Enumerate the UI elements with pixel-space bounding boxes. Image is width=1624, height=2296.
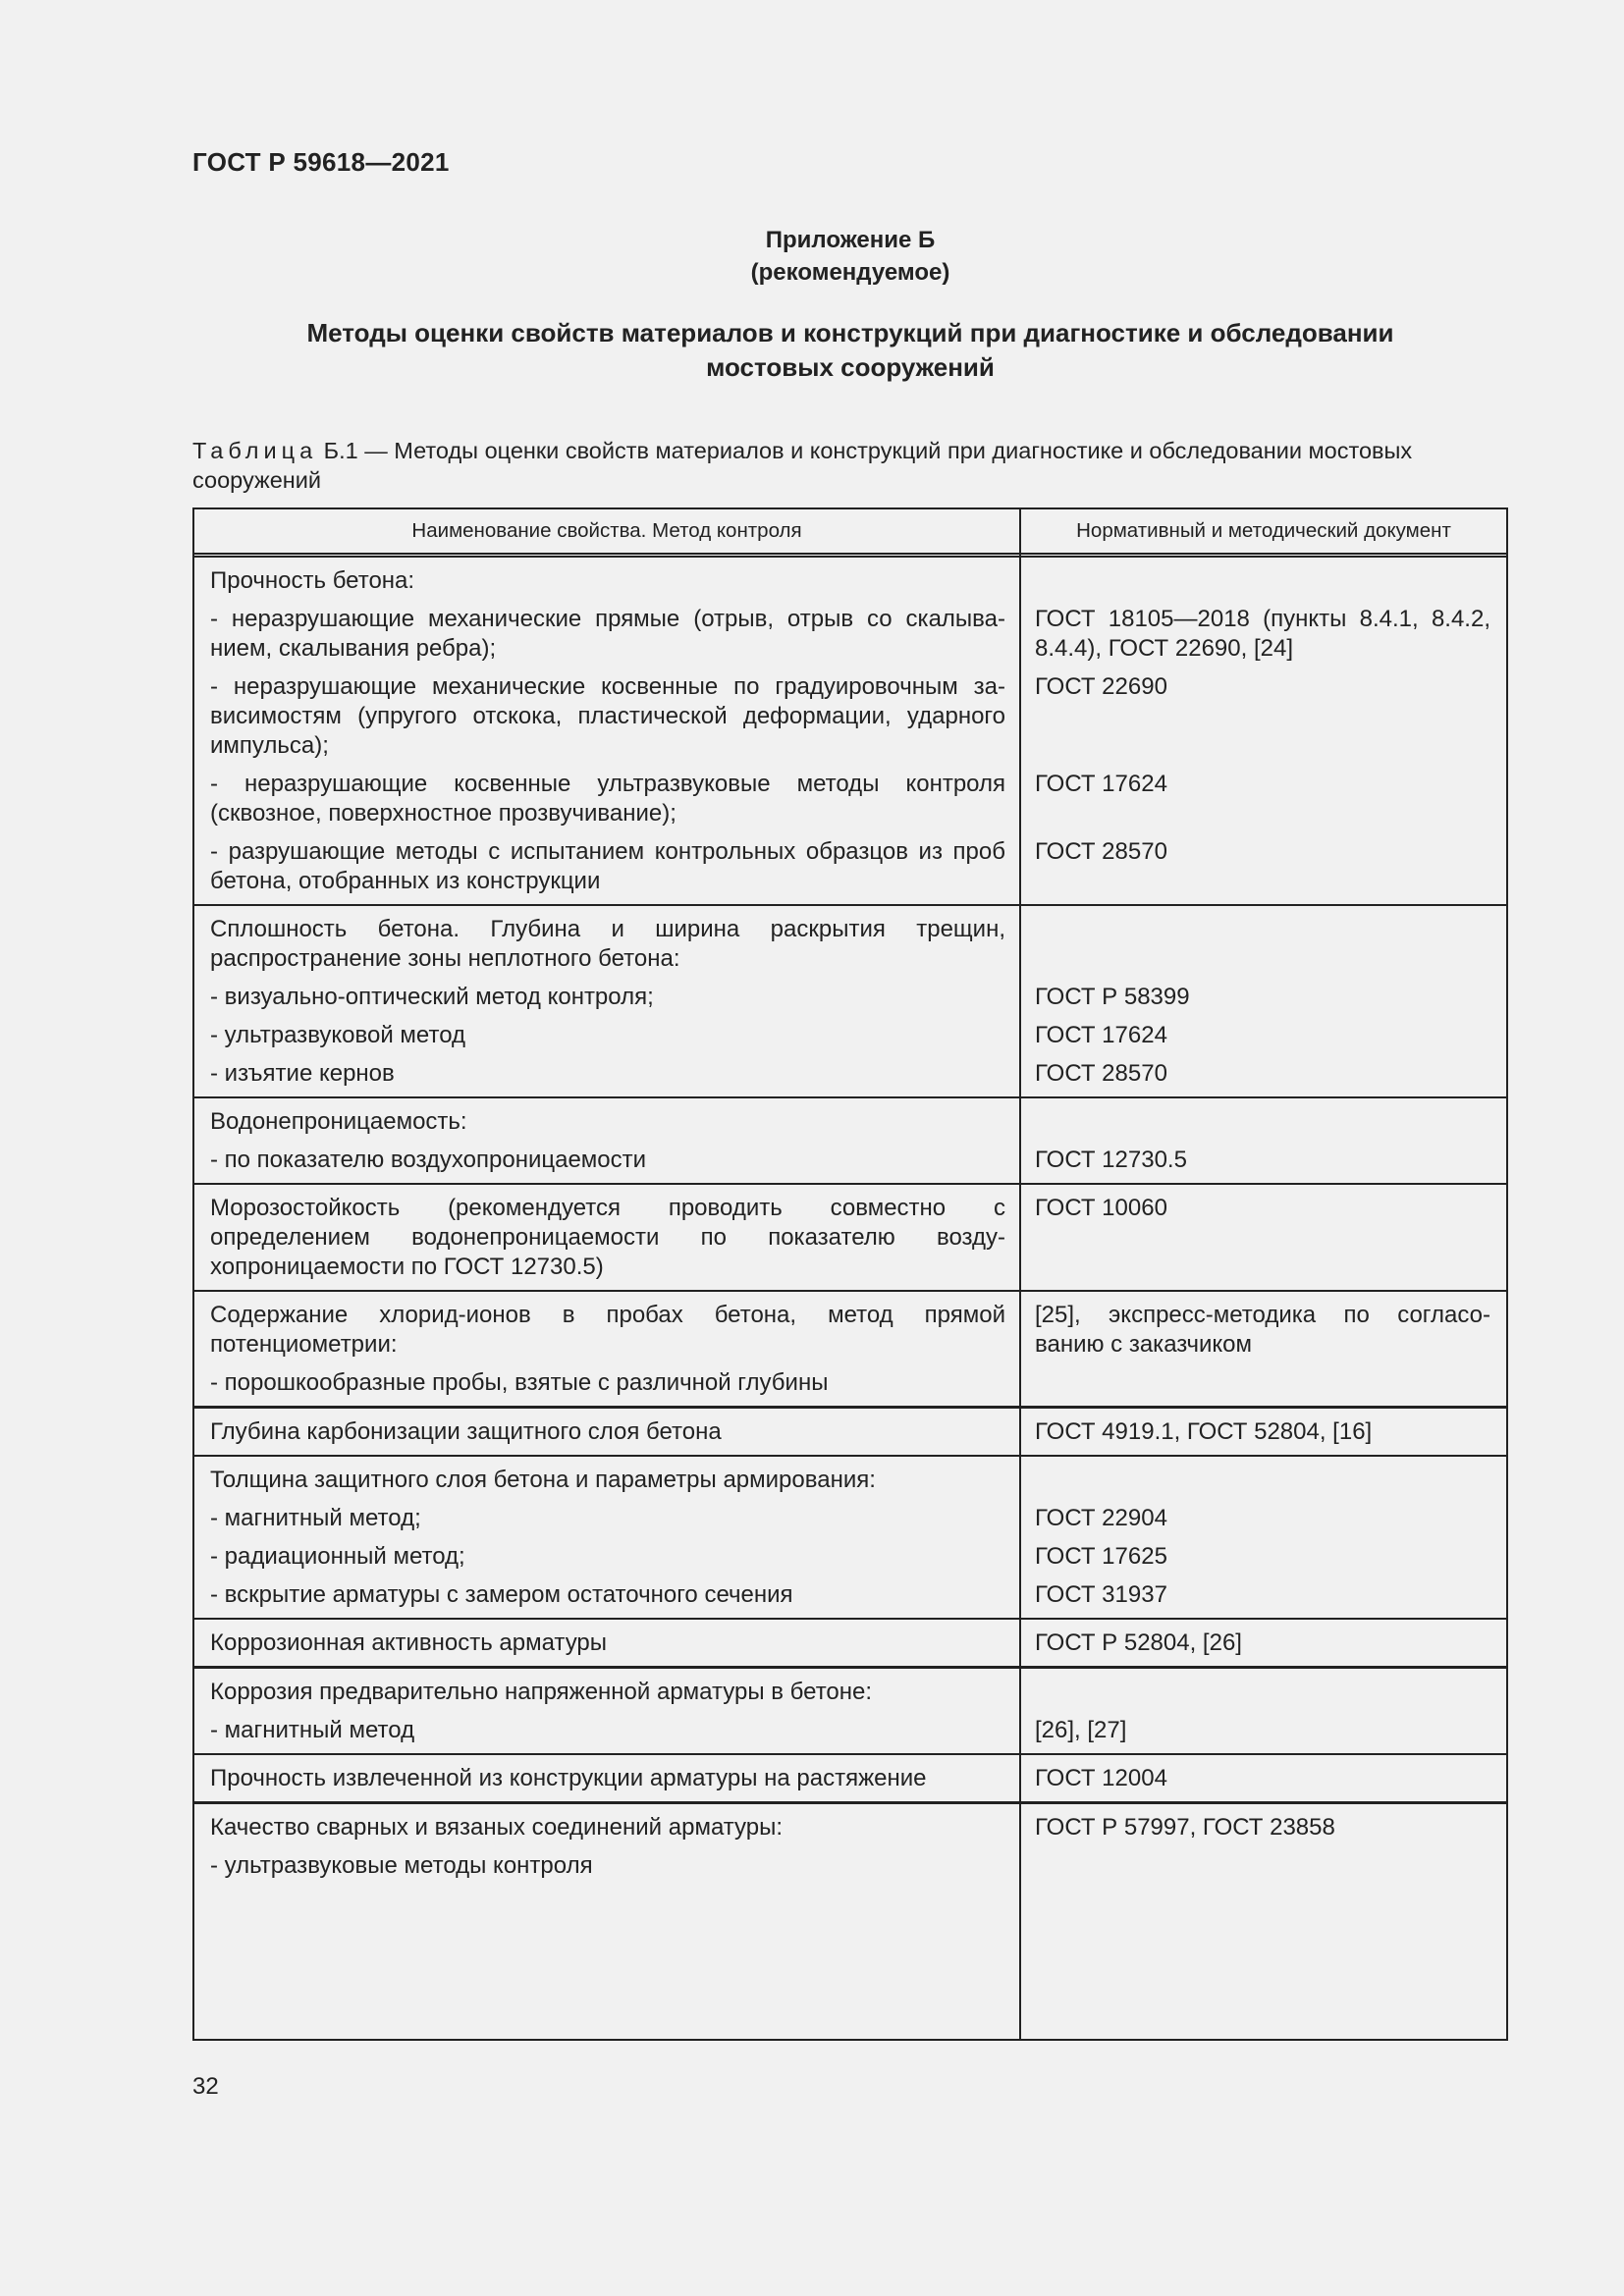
appendix-heading xyxy=(192,224,1508,289)
cell-document xyxy=(1019,1842,1506,1889)
cell-method: - изъятие кернов xyxy=(210,1060,395,1087)
cell-method: Коррозия предварительно напряженной арматуры в бетоне: xyxy=(210,1679,873,1705)
table-row-group xyxy=(194,1804,1506,1889)
table-row-group xyxy=(194,1409,1506,1457)
cell-document: ГОСТ Р 52804, [26] xyxy=(1035,1629,1242,1656)
table-body xyxy=(194,558,1506,2039)
table-row xyxy=(194,1669,1506,1707)
table-row xyxy=(194,1457,1506,1495)
section-title-line-1: Методы оценки свойств материалов и конструкций при диагностике и обследовании xyxy=(306,318,1394,347)
header-cell-document: Нормативный и методический документ xyxy=(1076,519,1451,542)
section-title-line-2: мостовых сооружений xyxy=(706,352,995,382)
table-row-group xyxy=(194,1669,1506,1755)
cell-method: - неразрушающие механические прямые (отрыв, отрыв со скалыва-нием, скалывания ребра); xyxy=(210,606,1005,662)
table-row-group xyxy=(194,1292,1506,1409)
cell-document: ГОСТ Р 58399 xyxy=(1035,984,1190,1010)
cell-method: - ультразвуковые методы контроля xyxy=(210,1852,593,1879)
table-row xyxy=(194,1098,1506,1137)
appendix-status: (рекомендуемое) xyxy=(750,259,950,286)
cell-method: Глубина карбонизации защитного слоя бетона xyxy=(210,1418,722,1445)
cell-document: ГОСТ Р 57997, ГОСТ 23858 xyxy=(1035,1814,1335,1841)
cell-document xyxy=(1019,1360,1506,1406)
cell-document: ГОСТ 12730.5 xyxy=(1035,1147,1187,1173)
section-title xyxy=(192,316,1508,385)
cell-document: ГОСТ 17624 xyxy=(1035,771,1167,797)
table-row-group xyxy=(194,1185,1506,1292)
table-row xyxy=(194,1137,1506,1183)
cell-method: - визуально-оптический метод контроля; xyxy=(210,984,654,1010)
table-header-row xyxy=(194,509,1506,558)
table-row xyxy=(194,664,1506,761)
cell-method: - вскрытие арматуры с замером остаточного сечения xyxy=(210,1581,793,1608)
table-row xyxy=(194,1804,1506,1842)
table-row xyxy=(194,1533,1506,1572)
document-id-header: ГОСТ Р 59618—2021 xyxy=(192,147,450,177)
table-caption xyxy=(192,436,1508,495)
table-row xyxy=(194,1292,1506,1360)
table-row xyxy=(194,596,1506,664)
header-cell-method: Наименование свойства. Метод контроля xyxy=(411,519,802,542)
cell-document: ГОСТ 12004 xyxy=(1035,1765,1167,1791)
cell-document: ГОСТ 18105—2018 (пункты 8.4.1, 8.4.2, 8.4.4), ГОСТ 22690, [24] xyxy=(1035,606,1490,662)
cell-document: ГОСТ 22904 xyxy=(1035,1505,1167,1531)
table-row xyxy=(194,1755,1506,1801)
table-row-group xyxy=(194,558,1506,906)
cell-method: - радиационный метод; xyxy=(210,1543,465,1570)
table-row xyxy=(194,1409,1506,1455)
table-row-group xyxy=(194,1098,1506,1185)
table-row xyxy=(194,1012,1506,1050)
cell-document: ГОСТ 28570 xyxy=(1035,838,1167,865)
table-row xyxy=(194,1050,1506,1096)
cell-document: ГОСТ 4919.1, ГОСТ 52804, [16] xyxy=(1035,1418,1373,1445)
table-row xyxy=(194,1707,1506,1753)
table-caption-text: Б.1 — Методы оценки свойств материалов и конструкций при диагностике и обследовании мостовых сооружений xyxy=(192,438,1413,493)
cell-method: - порошкообразные пробы, взятые с различной глубины xyxy=(210,1369,829,1396)
cell-document xyxy=(1019,1669,1506,1707)
table-row xyxy=(194,1572,1506,1618)
cell-document: ГОСТ 17624 xyxy=(1035,1022,1167,1048)
column-divider xyxy=(1019,509,1021,2039)
table-row-group xyxy=(194,1457,1506,1620)
cell-method: - неразрушающие механические косвенные по градуировочным за-висимостям (упругого отскока, пластической деформации, ударного импульса); xyxy=(210,673,1005,759)
table-row xyxy=(194,761,1506,828)
cell-document xyxy=(1019,1098,1506,1137)
cell-method: Сплошность бетона. Глубина и ширина раскрытия трещин, распространение зоны неплотного бетона: xyxy=(210,916,1005,972)
cell-document: ГОСТ 10060 xyxy=(1035,1195,1167,1221)
table-row xyxy=(194,1185,1506,1290)
table-row xyxy=(194,1495,1506,1533)
cell-method: Прочность бетона: xyxy=(210,567,415,594)
cell-method: - магнитный метод; xyxy=(210,1505,421,1531)
cell-method: Водонепроницаемость: xyxy=(210,1108,467,1135)
appendix-title: Приложение Б xyxy=(765,227,936,253)
cell-document: ГОСТ 22690 xyxy=(1035,673,1167,700)
cell-method: - неразрушающие косвенные ультразвуковые методы контроля (сквозное, поверхностное прозвучивание); xyxy=(210,771,1005,827)
cell-method: Качество сварных и вязаных соединений арматуры: xyxy=(210,1814,784,1841)
table-row-group xyxy=(194,1620,1506,1669)
cell-method: - ультразвуковой метод xyxy=(210,1022,466,1048)
cell-document: [26], [27] xyxy=(1035,1717,1127,1743)
cell-method: Морозостойкость (рекомендуется проводить совместно с определением водонепроницаемости по показателю возду-хопроницаемости по ГОСТ 12730.5) xyxy=(210,1195,1005,1280)
table-row xyxy=(194,1842,1506,1889)
cell-document: ГОСТ 17625 xyxy=(1035,1543,1167,1570)
table-row xyxy=(194,828,1506,904)
cell-document xyxy=(1019,906,1506,974)
cell-document: [25], экспресс-методика по согласо-ванию с заказчиком xyxy=(1035,1302,1490,1358)
cell-document: ГОСТ 28570 xyxy=(1035,1060,1167,1087)
cell-method: Толщина защитного слоя бетона и параметры армирования: xyxy=(210,1467,876,1493)
table-row-group xyxy=(194,1755,1506,1804)
table-row xyxy=(194,558,1506,596)
table-row xyxy=(194,1620,1506,1666)
table-row xyxy=(194,906,1506,974)
cell-method: Прочность извлеченной из конструкции арматуры на растяжение xyxy=(210,1765,927,1791)
cell-method: - магнитный метод xyxy=(210,1717,415,1743)
cell-document xyxy=(1019,558,1506,596)
methods-table xyxy=(192,507,1508,2041)
cell-method: - по показателю воздухопроницаемости xyxy=(210,1147,647,1173)
page-number: 32 xyxy=(192,2073,219,2100)
cell-method: Содержание хлорид-ионов в пробах бетона, метод прямой потенциометрии: xyxy=(210,1302,1005,1358)
cell-method: - разрушающие методы с испытанием контрольных образцов из проб бетона, отобранных из конструкции xyxy=(210,838,1005,894)
cell-document: ГОСТ 31937 xyxy=(1035,1581,1167,1608)
table-caption-prefix: Таблица xyxy=(192,438,318,463)
table-row xyxy=(194,974,1506,1012)
table-row xyxy=(194,1360,1506,1406)
table-row-group xyxy=(194,906,1506,1098)
cell-method: Коррозионная активность арматуры xyxy=(210,1629,608,1656)
cell-document xyxy=(1019,1457,1506,1495)
